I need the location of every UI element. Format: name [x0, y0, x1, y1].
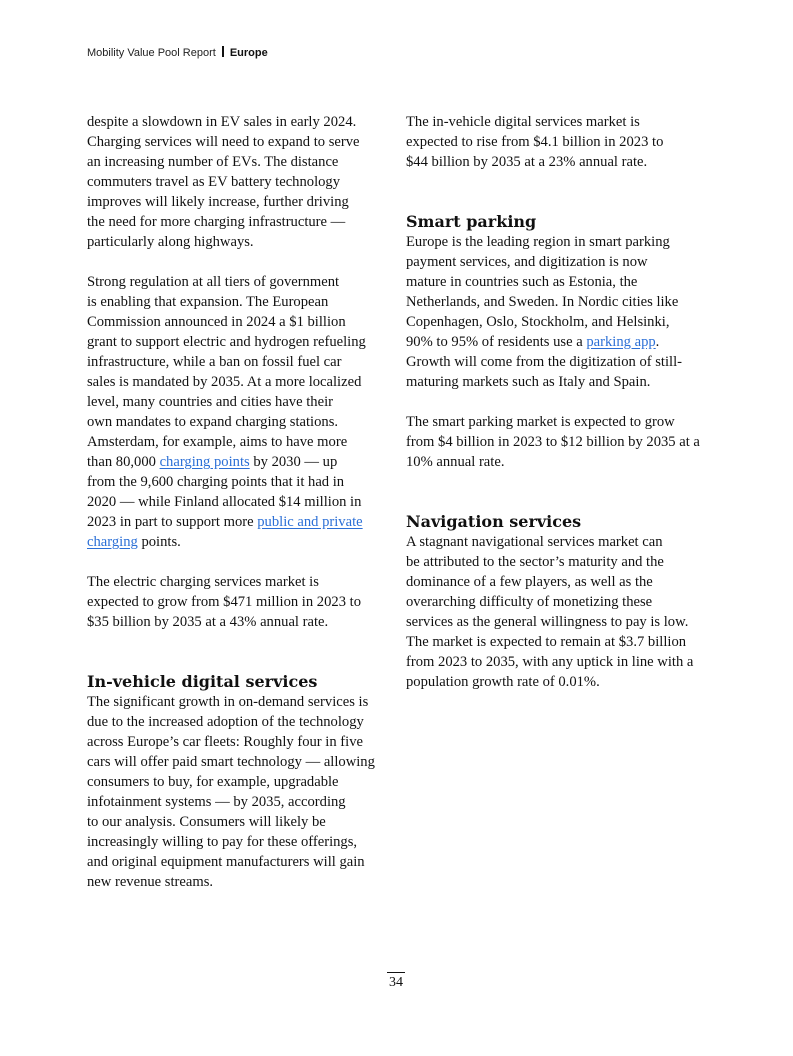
text-line: maturing markets such as Italy and Spain.: [406, 374, 651, 390]
page-number: 34: [387, 972, 405, 992]
text-fragment: points.: [137, 534, 181, 550]
charging-market-paragraph: [87, 572, 392, 632]
text-fragment: 2023 in part to support more: [87, 514, 258, 530]
text-line: commuters travel as EV battery technology: [87, 174, 341, 190]
text-line: 2020 — while Finland allocated $14 million in: [87, 494, 362, 510]
text-line: improves will likely increase, further driving: [87, 194, 349, 210]
text-line: be attributed to the sector’s maturity and the: [406, 554, 664, 570]
text-line: Growth will come from the digitization of still-: [406, 354, 683, 370]
text-line: Charging services will need to expand to serve: [87, 134, 360, 150]
text-line: from 2023 to 2035, with any uptick in line with a: [406, 654, 694, 670]
parking-app-link[interactable]: parking app: [586, 334, 656, 350]
right-column: [406, 112, 711, 692]
text-line: Commission announced in 2024 a $1 billion: [87, 314, 346, 330]
navigation-heading: Navigation services: [406, 512, 582, 531]
text-line: Europe is the leading region in smart parking: [406, 234, 670, 250]
text-line: A stagnant navigational services market can: [406, 534, 663, 550]
text-line: expected to rise from $4.1 billion in 2023 to: [406, 134, 664, 150]
left-column: [87, 112, 392, 892]
text-line: particularly along highways.: [87, 234, 254, 250]
text-line: despite a slowdown in EV sales in early 2024.: [87, 114, 357, 130]
text-line: Strong regulation at all tiers of government: [87, 274, 340, 290]
header-divider: [222, 46, 224, 57]
text-line: The significant growth in on-demand services is: [87, 694, 369, 710]
text-line: services as the general willingness to pay is low.: [406, 614, 689, 630]
text-line: level, many countries and cities have their: [87, 394, 333, 410]
text-line: The electric charging services market is: [87, 574, 319, 590]
navigation-paragraph: [406, 532, 711, 692]
text-line: [87, 452, 392, 472]
text-line: [406, 332, 711, 352]
text-line: cars will offer paid smart technology — allowing: [87, 754, 375, 770]
in-vehicle-heading: In-vehicle digital services: [87, 672, 318, 691]
page-header: [87, 45, 268, 61]
text-line: grant to support electric and hydrogen refueling: [87, 334, 366, 350]
text-line: to our analysis. Consumers will likely be: [87, 814, 326, 830]
text-line: mature in countries such as Estonia, the: [406, 274, 638, 290]
text-line: new revenue streams.: [87, 874, 214, 890]
text-line: The in-vehicle digital services market is: [406, 114, 640, 130]
text-line: infotainment systems — by 2035, according: [87, 794, 346, 810]
text-line: due to the increased adoption of the technology: [87, 714, 364, 730]
text-line: and original equipment manufacturers will gain: [87, 854, 365, 870]
text-line: expected to grow from $471 million in 2023 to: [87, 594, 361, 610]
text-fragment: than 80,000: [87, 454, 160, 470]
text-line: overarching difficulty of monetizing these: [406, 594, 653, 610]
text-line: payment services, and digitization is now: [406, 254, 648, 270]
in-vehicle-paragraph: [87, 692, 392, 892]
smart-parking-market-paragraph: [406, 412, 711, 472]
public-private-charging-link-continued[interactable]: charging: [87, 534, 138, 550]
text-line: [87, 532, 392, 552]
in-vehicle-market-paragraph: [406, 112, 711, 172]
text-fragment: 90% to 95% of residents use a: [406, 334, 587, 350]
text-line: the need for more charging infrastructure —: [87, 214, 346, 230]
text-line: Copenhagen, Oslo, Stockholm, and Helsinki,: [406, 314, 670, 330]
text-line: consumers to buy, for example, upgradable: [87, 774, 339, 790]
text-line: The smart parking market is expected to grow: [406, 414, 675, 430]
text-line: $35 billion by 2035 at a 43% annual rate.: [87, 614, 329, 630]
text-fragment: by 2030 — up: [249, 454, 338, 470]
smart-parking-heading: Smart parking: [406, 212, 537, 231]
text-line: [87, 512, 392, 532]
text-line: population growth rate of 0.01%.: [406, 674, 600, 690]
text-line: Netherlands, and Sweden. In Nordic cities like: [406, 294, 679, 310]
smart-parking-paragraph: [406, 232, 711, 392]
text-line: across Europe’s car fleets: Roughly four in five: [87, 734, 363, 750]
regulation-paragraph: [87, 272, 392, 552]
text-line: The market is expected to remain at $3.7 billion: [406, 634, 687, 650]
text-line: own mandates to expand charging stations.: [87, 414, 339, 430]
text-line: $44 billion by 2035 at a 23% annual rate.: [406, 154, 648, 170]
text-line: sales is mandated by 2035. At a more localized: [87, 374, 362, 390]
text-line: infrastructure, while a ban on fossil fuel car: [87, 354, 342, 370]
text-line: from the 9,600 charging points that it had in: [87, 474, 345, 490]
text-line: from $4 billion in 2023 to $12 billion by 2035 at a: [406, 434, 700, 450]
text-line: increasingly willing to pay for these offerings,: [87, 834, 358, 850]
charging-intro-paragraph: [87, 112, 392, 252]
text-line: an increasing number of EVs. The distance: [87, 154, 339, 170]
text-line: is enabling that expansion. The European: [87, 294, 329, 310]
report-title: Mobility Value Pool Report: [87, 47, 216, 59]
text-line: dominance of a few players, as well as the: [406, 574, 653, 590]
charging-points-link[interactable]: charging points: [159, 454, 250, 470]
report-region: Europe: [229, 47, 268, 59]
text-fragment: .: [655, 334, 660, 350]
public-private-charging-link[interactable]: public and private: [257, 514, 363, 530]
text-line: 10% annual rate.: [406, 454, 505, 470]
text-line: Amsterdam, for example, aims to have more: [87, 434, 348, 450]
